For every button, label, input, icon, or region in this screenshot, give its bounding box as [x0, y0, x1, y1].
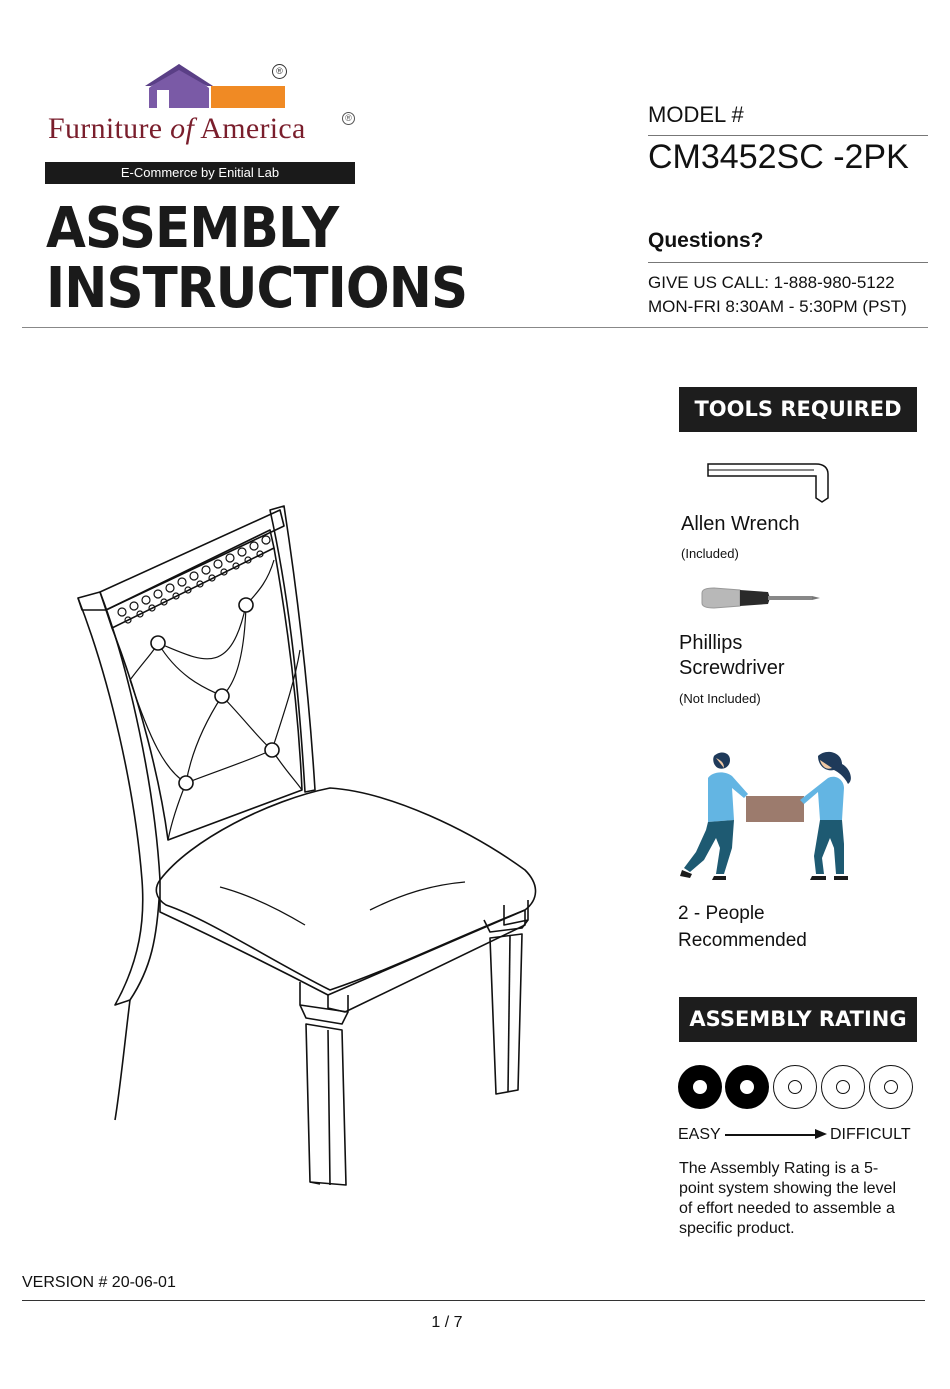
- chair-illustration: [70, 500, 550, 1200]
- rating-easy-label: EASY: [678, 1126, 721, 1143]
- hours-line: MON-FRI 8:30AM - 5:30PM (PST): [648, 297, 907, 316]
- screwdriver-label: Phillips Screwdriver: [679, 632, 785, 679]
- screwdriver-icon: [700, 585, 824, 611]
- registered-mark: ®: [272, 64, 287, 79]
- two-people-carrying-box-icon: [678, 748, 864, 888]
- rating-dot-filled: [725, 1065, 769, 1109]
- allen-wrench-label: Allen Wrench: [681, 513, 800, 535]
- rating-dot-empty: [773, 1065, 817, 1109]
- document-title-line1: ASSEMBLY: [46, 196, 339, 261]
- rating-description: The Assembly Rating is a 5-point system showing the level of effort needed to assemble a specific product.: [679, 1160, 896, 1237]
- divider: [648, 262, 928, 263]
- house-logo-icon: [143, 60, 288, 112]
- rating-dot-empty: [821, 1065, 865, 1109]
- model-number: CM3452SC -2PK: [648, 138, 909, 176]
- allen-wrench-icon: [706, 460, 834, 506]
- screwdriver-note: (Not Included): [679, 691, 761, 706]
- model-label: MODEL #: [648, 102, 744, 127]
- brand-tagline: E-Commerce by Enitial Lab: [45, 162, 355, 184]
- version-label: VERSION # 20-06-01: [22, 1274, 176, 1291]
- allen-wrench-note: (Included): [681, 546, 739, 561]
- assembly-rating-heading: ASSEMBLY RATING: [679, 997, 917, 1042]
- phone-line: GIVE US CALL: 1-888-980-5122: [648, 273, 895, 292]
- questions-heading: Questions?: [648, 229, 764, 252]
- divider: [648, 135, 928, 136]
- people-recommended-label: 2 - People Recommended: [678, 903, 807, 951]
- document-title-line2: INSTRUCTIONS: [46, 256, 468, 321]
- header-divider: [22, 327, 928, 328]
- rating-dot-empty: [869, 1065, 913, 1109]
- page-number: 1 / 7: [431, 1314, 463, 1331]
- footer-divider: [22, 1300, 925, 1301]
- rating-dot-filled: [678, 1065, 722, 1109]
- rating-difficult-label: DIFFICULT: [830, 1126, 911, 1143]
- tools-required-heading: TOOLS REQUIRED: [679, 387, 917, 432]
- difficulty-arrow-line: [725, 1134, 821, 1136]
- registered-mark-small: ®: [342, 112, 355, 125]
- arrow-right-icon: [815, 1129, 827, 1139]
- brand-name: Furniture of America: [48, 112, 306, 145]
